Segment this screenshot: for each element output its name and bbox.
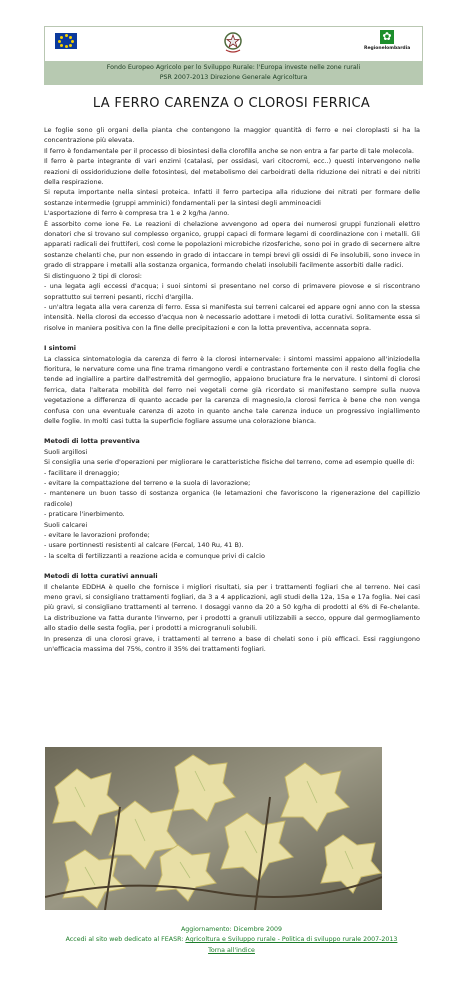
feasr-access-line: [0, 935, 463, 945]
curativi-paragraph: Il chelante EDDHA è quello che fornisce i migliori risultati, sia per i trattamenti fogliari che al terreno. Nei casi meno gravi, si consigliano trattamenti fogliari, da 3 a 4 applicazioni, agli studi della 12a, 15a e 17a foglia. Nei casi più gravi, si consigliano trattamenti al terreno. I dosaggi vanno da 20 a 50 kg/ha di prodotti al 6% di Fe-chelante. La distribuzione va fatta durante l'inverno, per i prodotti a granuli utilizzabili a secco, oppure dal germogliamento allo stadio delle sesta foglia, per i prodotti a microgranuli solubili.: [44, 582, 420, 633]
band-line-2: PSR 2007-2013 Direzione Generale Agricoltura: [159, 74, 308, 81]
section-heading-curativi: Metodi di lotta curativi annuali: [44, 572, 158, 581]
preventiva-line: Suoli argillosi: [44, 447, 88, 456]
curativi-paragraph: In presenza di una clorosi grave, i trattamenti al terreno a base di chelati sono i più efficaci. Essi raggiungono un'efficacia massima del 75%, contro il 35% dei trattamenti fogliari.: [44, 634, 420, 654]
vine-chlorosis-photo: [45, 747, 382, 910]
preventiva-line: - usare portinnesti resistenti al calcare (Fercal, 140 Ru, 41 B).: [44, 541, 244, 550]
rosa-camuna-icon: ✿: [380, 30, 394, 44]
intro-paragraph: Si reputa importante nella sintesi proteica. Infatti il ferro partecipa alla riduzione dei nitrati per formare delle sostanze intermedie (gruppi amminici) fondamentali per la sintesi degli amminoacidi: [44, 188, 420, 207]
band-line-1: Fondo Europeo Agricolo per lo Sviluppo Rurale: l'Europa investe nelle zone rurali: [106, 64, 361, 71]
page-title: LA FERRO CARENZA O CLOROSI FERRICA: [92, 96, 371, 111]
section-heading-preventiva: Metodi di lotta preventiva: [44, 437, 140, 446]
preventiva-line: - mantenere un buon tasso di sostanza organica (le letamazioni che favoriscono la rigenerazione del capillizio radicole): [44, 489, 420, 508]
intro-paragraph: L'asportazione di ferro è compresa tra 1 e 2 kg/ha /anno.: [44, 209, 230, 218]
update-date: Aggiornamento: Dicembre 2009: [180, 926, 283, 933]
intro-paragraph: È assorbito come ione Fe. Le reazioni di chelazione avvengono ad opera dei numerosi gruppi funzionali elettro donatori che si trovano sul complesso organico, gruppi capaci di formare legami di coordinazione con i metalli. Gli apparati radicali dei fruttiferi, così come le popolazioni microbiche rizosferiche, sono poi in grado di secernere altre sostanze chelanti che, pur non essendo in grado di intaccare in tempi brevi gli ossidi di Fe insolubili, sono invece in grado di strappare i metalli alla sostanza organica, formando chelati insolubili facilmente assorbiti dalle radici.: [44, 219, 420, 270]
preventiva-line: - evitare la compattazione del terreno e la suola di lavorazione;: [44, 479, 251, 487]
section-heading-sintomi: I sintomi: [44, 344, 76, 353]
feasr-link[interactable]: Agricoltura e Sviluppo rurale - Politica di sviluppo rurale 2007-2013: [185, 936, 398, 944]
preventiva-line: - praticare l'inerbimento.: [44, 510, 125, 519]
back-to-index-link[interactable]: Torna all'indice: [208, 946, 255, 954]
access-prefix: Accedi al sito web dedicato al FEASR:: [65, 936, 186, 944]
italian-republic-emblem-icon: [223, 30, 243, 54]
intro-paragraph: Si distinguono 2 tipi di clorosi:: [44, 271, 142, 280]
regione-lombardia-logo: [364, 30, 410, 58]
preventiva-line: Si consiglia una serie d'operazioni per migliorare le caratteristiche fisiche del terreno, come ad esempio quelle di:: [44, 458, 415, 467]
intro-paragraph: Il ferro è fondamentale per il processo di biosintesi della clorofilla anche se non entra a far parte di tale molecola.: [44, 146, 414, 155]
preventiva-line: - facilitare il drenaggio;: [44, 468, 120, 477]
page-footer: [0, 925, 463, 956]
preventiva-line: Suoli calcarei: [44, 520, 88, 529]
sintomi-paragraph: La classica sintomatologia da carenza di ferro è la clorosi internervale: i sintomi massimi appaiono all'iniziodella fioritura, le nervature come una fine trama rimangono verdi e contrastano fortemente con il resto della foglia che tende ad ingiallire a partire dall'estremità del germoglio, appaiono bruciature fra le nervature. I sintomi di clorosi ferrica, data l'alterata mobilità del ferro nei vegetali come già ricordato si manifestano sempre sulla nuova vegetazione a differenza di quanto accade per la carenza di magnesio,la clorosi ferrica è bene che non venga confusa con una eventuale carenza di azoto in quanto anche tale carenza induce un progressivo ingiallimento delle foglie. In molti casi tutta la superficie fogliare assume una colorazione bianca.: [44, 354, 420, 425]
article-body: [44, 125, 420, 655]
region-logo-text: Regionelombardia: [364, 46, 411, 51]
header-band: [44, 61, 423, 85]
intro-paragraph: - una legata agli eccessi d'acqua; i suoi sintomi si presentano nel corso di primavere piovose e si riscontrano soprattutto sui terreni pesanti, ricchi d'argilla.: [44, 282, 420, 301]
intro-paragraph: Le foglie sono gli organi della pianta che contengono la maggior quantità di ferro e nei cloroplasti si ha la concentrazione più elevata.: [44, 126, 420, 145]
preventiva-line: - evitare le lavorazioni profonde;: [44, 531, 150, 540]
intro-paragraph: Il ferro è parte integrante di vari enzimi (catalasi, per ossidasi, vari citocromi, ecc..) questi intervengono nelle reazioni di ossidoriduzione delle fotosintesi, del metabolismo dei carboidrati della riduzione dei nitrati e dei nitriti della respirazione.: [44, 157, 420, 187]
eu-flag-icon: [55, 33, 77, 49]
preventiva-line: - la scelta di fertilizzanti a reazione acida e comunque privi di calcio: [44, 551, 265, 560]
header-logo-bar: [44, 26, 423, 62]
intro-paragraph: - un'altra legata alla vera carenza di ferro. Essa si manifesta sui terreni calcarei ed appare ogni anno con la stessa intensità. Nella clorosi da eccesso d'acqua non è necessario adottare i metodi di lotta curativi. Solitamente essa si risolve in maniera positiva con la fine delle precipitazioni e con la lotta preventiva, accennata sopra.: [44, 302, 420, 332]
